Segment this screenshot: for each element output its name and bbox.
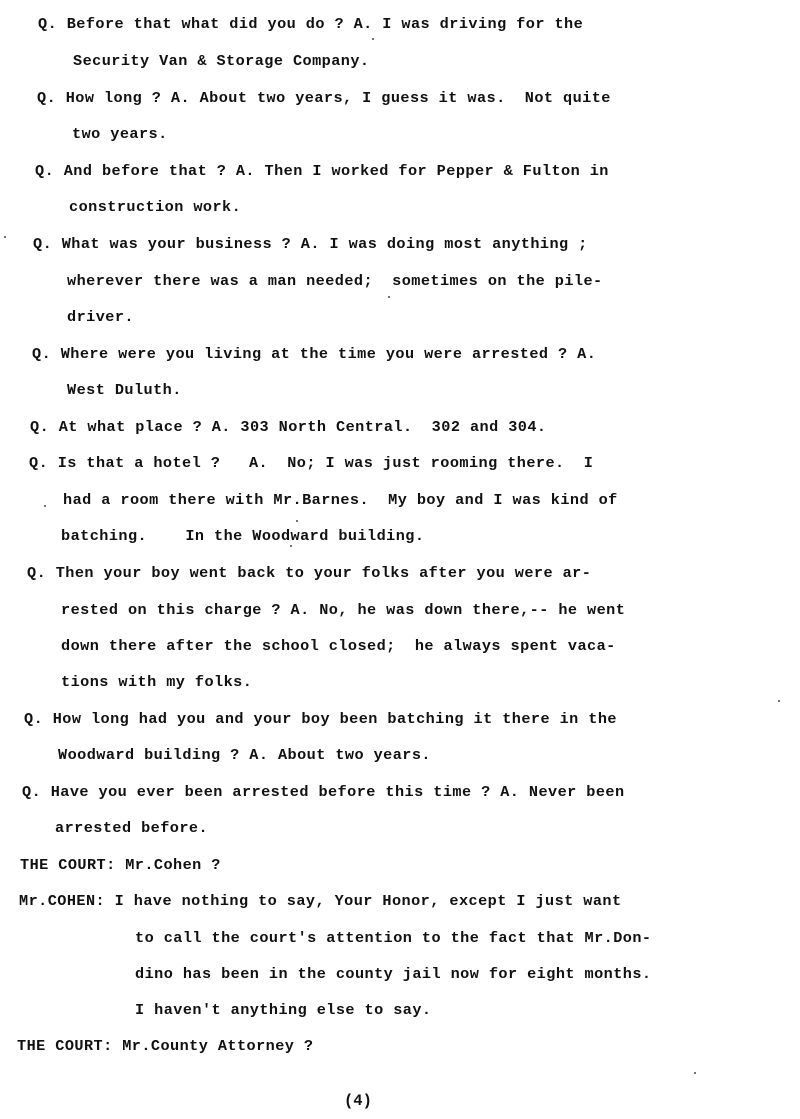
scan-speck — [388, 296, 390, 298]
transcript-line: Q. Then your boy went back to your folks after you were ar- — [27, 564, 592, 582]
scan-speck — [694, 1072, 696, 1074]
scan-speck — [4, 236, 6, 238]
transcript-line: Security Van & Storage Company. — [73, 52, 370, 70]
scan-speck — [778, 700, 780, 702]
page-number: (4) — [344, 1092, 372, 1110]
transcript-line: THE COURT: Mr.Cohen ? — [20, 856, 221, 874]
transcript-line: Q. How long had you and your boy been batching it there in the — [24, 710, 617, 728]
transcript-line: Woodward building ? A. About two years. — [58, 746, 431, 764]
transcript-line: Q. Before that what did you do ? A. I was driving for the — [38, 15, 584, 33]
transcript-line: I haven't anything else to say. — [135, 1001, 432, 1019]
transcript-line: down there after the school closed; he always spent vaca- — [61, 637, 616, 655]
transcript-line: Q. How long ? A. About two years, I guess it was. Not quite — [37, 89, 611, 107]
scan-speck — [44, 505, 46, 507]
transcript-line: two years. — [72, 125, 168, 143]
transcript-line: Q. Where were you living at the time you were arrested ? A. — [32, 345, 597, 363]
transcript-line: Q. And before that ? A. Then I worked for Pepper & Fulton in — [35, 162, 609, 180]
transcript-line: tions with my folks. — [61, 673, 253, 691]
transcript-line: dino has been in the county jail now for eight months. — [135, 965, 652, 983]
transcript-line: driver. — [67, 308, 134, 326]
transcript-line: Q. At what place ? A. 303 North Central. 302 and 304. — [30, 418, 547, 436]
transcript-line: construction work. — [69, 198, 242, 216]
transcript-line: THE COURT: Mr.County Attorney ? — [17, 1037, 314, 1055]
transcript-line: Q. What was your business ? A. I was doing most anything ; — [33, 235, 588, 253]
scan-speck — [290, 545, 292, 547]
transcript-line: Mr.COHEN: I have nothing to say, Your Honor, except I just want — [19, 892, 622, 910]
transcript-line: wherever there was a man needed; sometimes on the pile- — [67, 272, 603, 290]
transcript-line: to call the court's attention to the fact that Mr.Don- — [135, 929, 652, 947]
transcript-line: rested on this charge ? A. No, he was down there,-- he went — [61, 601, 626, 619]
scan-speck — [372, 38, 374, 40]
transcript-line: arrested before. — [55, 819, 209, 837]
transcript-line: batching. In the Woodward building. — [61, 527, 425, 545]
transcript-line: West Duluth. — [67, 381, 182, 399]
transcript-line: Q. Have you ever been arrested before this time ? A. Never been — [22, 783, 625, 801]
scan-speck — [296, 520, 298, 522]
transcript-line: had a room there with Mr.Barnes. My boy and I was kind of — [63, 491, 618, 509]
transcript-line: Q. Is that a hotel ? A. No; I was just rooming there. I — [29, 454, 594, 472]
